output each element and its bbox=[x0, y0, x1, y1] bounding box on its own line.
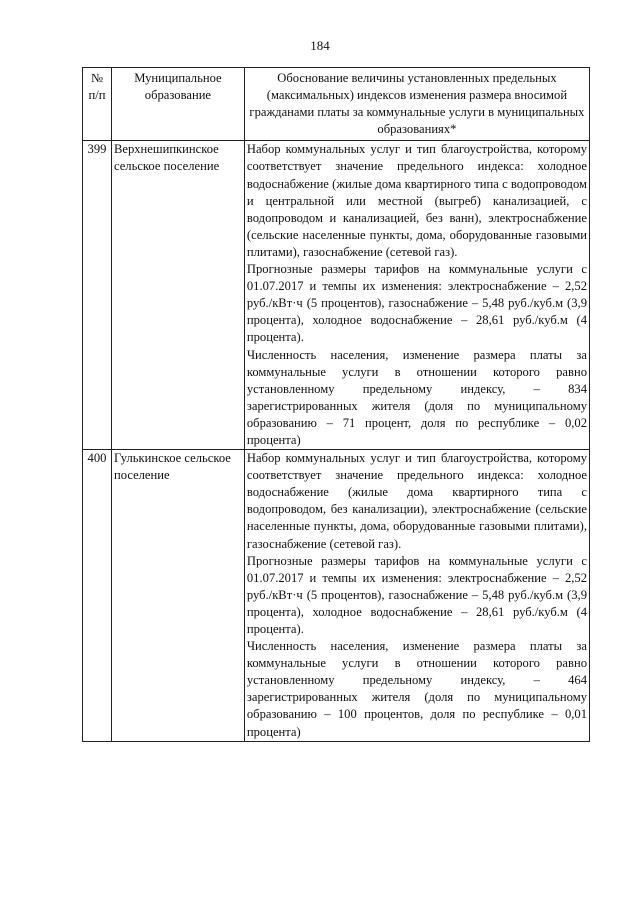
services-paragraph: Набор коммунальных услуг и тип благоустройства, которому соответствует значение предельного индекса: холодное водоснабжение (жилые дома квартирного типа с водопроводом и центральной или местной (выгреб) канализацией, с водопроводом и канализацией, без ванн), электроснабжение (сельские населенные пункты, дома, оборудованные газовыми плитами), газоснабжение (сетевой газ). bbox=[246, 142, 587, 259]
table-row bbox=[83, 450, 590, 742]
tariffs-paragraph: Прогнозные размеры тарифов на коммунальные услуги с 01.07.2017 и темпы их изменения: электроснабжение – 2,52 руб./кВт·ч (5 процентов), газоснабжение – 5,48 руб./куб.м (3,9 процента), холодное водоснабжение – 28,61 руб./куб.м (4 процента). bbox=[246, 262, 587, 345]
municipality-name: Верхнешипкинское сельское поселение bbox=[111, 141, 244, 450]
row-number: 400 bbox=[83, 450, 112, 742]
header-num: № п/п bbox=[83, 68, 112, 141]
row-number: 399 bbox=[83, 141, 112, 450]
table-row bbox=[83, 141, 590, 450]
tariff-index-table bbox=[82, 67, 590, 742]
justification-cell bbox=[244, 141, 589, 450]
justification-cell bbox=[244, 450, 589, 742]
municipality-name: Гулькинское сельское поселение bbox=[111, 450, 244, 742]
header-justification: Обоснование величины установленных предельных (максимальных) индексов изменения размера вносимой гражданами платы за коммунальные услуги в муниципальных образованиях* bbox=[244, 68, 589, 141]
page-number: 184 bbox=[310, 38, 330, 53]
table-header-row bbox=[83, 68, 590, 141]
population-paragraph: Численность населения, изменение размера платы за коммунальные услуги в отношении которого равно установленному предельному индексу, – 834 зарегистрированных жителя (доля по муниципальному образованию – 71 процент, доля по республике – 0,02 процента) bbox=[246, 347, 587, 447]
tariffs-paragraph: Прогнозные размеры тарифов на коммунальные услуги с 01.07.2017 и темпы их изменения: электроснабжение – 2,52 руб./кВт·ч (5 процентов), газоснабжение – 5,48 руб./куб.м (3,9 процента), холодное водоснабжение – 28,61 руб./куб.м (4 процента). bbox=[246, 553, 587, 636]
population-paragraph: Численность населения, изменение размера платы за коммунальные услуги в отношении которого равно установленному предельному индексу, – 464 зарегистрированных жителя (доля по муниципальному образованию – 100 процентов, доля по республике – 0,01 процента) bbox=[246, 639, 587, 739]
header-municipality: Муниципальное образование bbox=[111, 68, 244, 141]
services-paragraph: Набор коммунальных услуг и тип благоустройства, которому соответствует значение предельного индекса: холодное водоснабжение (жилые дома квартирного типа с водопроводом, без канализации), электроснабжение (сельские населенные пункты, дома, оборудованные газовыми плитами), газоснабжение (сетевой газ). bbox=[246, 451, 587, 551]
